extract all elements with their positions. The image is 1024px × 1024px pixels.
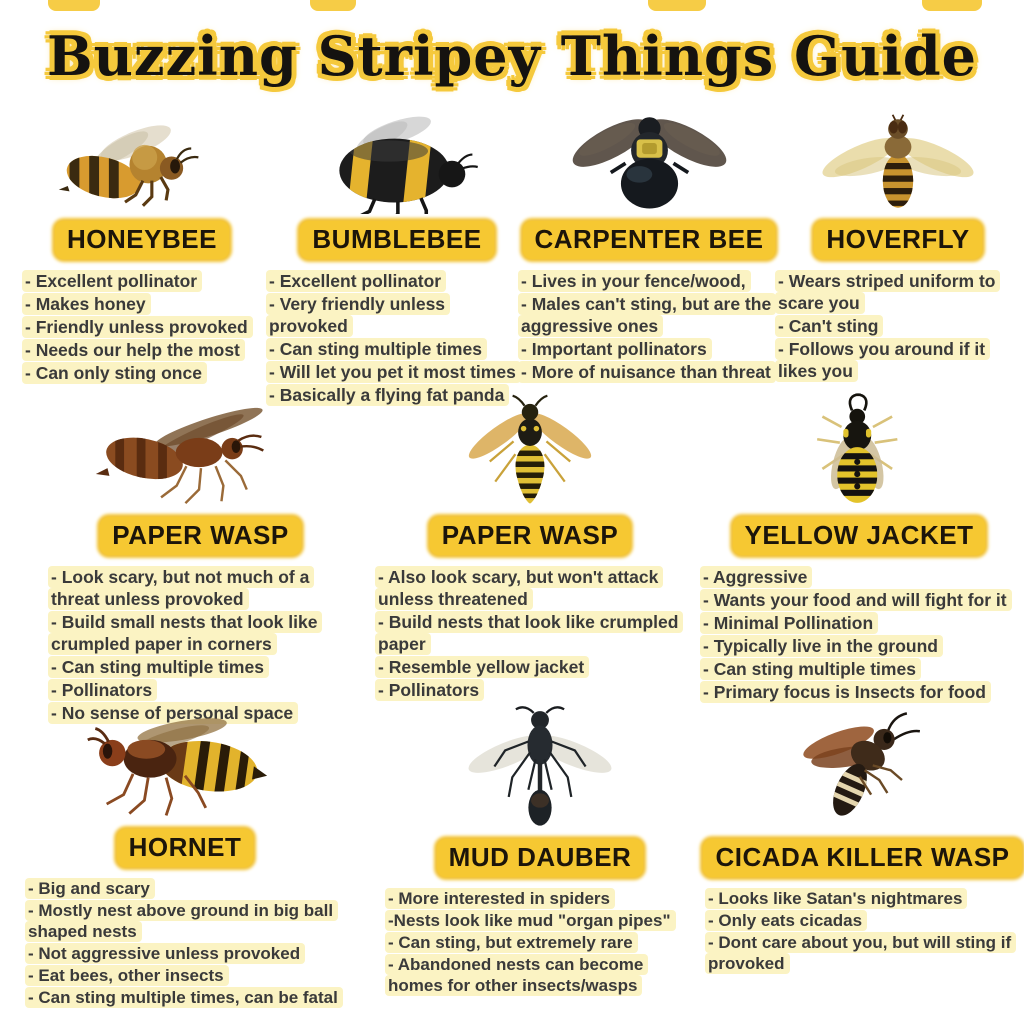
- honeybee-bullets: [22, 270, 262, 385]
- top-highlight-fragment: [648, 0, 706, 11]
- yellow-jacket-section: [700, 390, 1018, 704]
- bullet-line: - Resemble yellow jacket: [375, 656, 685, 678]
- bullet-line: - Looks like Satan's nightmares: [705, 888, 1020, 909]
- bullet-line: - Needs our help the most: [22, 339, 262, 361]
- cicada-killer-wasp-bullets: [705, 888, 1020, 975]
- carpenter-bee-title: CARPENTER BEE: [523, 221, 776, 259]
- mud-dauber-illustration: [464, 702, 616, 832]
- yellow-jacket-image: [700, 390, 1018, 510]
- bullet-line: - Very friendly unless provoked: [266, 293, 528, 337]
- bullet-line: - More of nuisance than threat: [518, 361, 780, 383]
- page-title: Buzzing Stripey Things Guide: [47, 24, 977, 88]
- carpenter-bee-image: [518, 106, 780, 214]
- paper-wasp-top-title: PAPER WASP: [430, 517, 630, 555]
- paper-wasp-top-illustration: [466, 392, 594, 510]
- bullet-line: - Can sting multiple times, can be fatal: [25, 987, 345, 1008]
- hornet-illustration: [72, 704, 298, 822]
- bullet-line: - Not aggressive unless provoked: [25, 943, 345, 964]
- honeybee-section: [22, 112, 262, 385]
- bullet-line: - Can only sting once: [22, 362, 262, 384]
- paper-wasp-side-image: [48, 392, 353, 510]
- bullet-line: - Primary focus is Insects for food: [700, 681, 1018, 703]
- bullet-line: - Basically a flying fat panda: [266, 384, 528, 406]
- bullet-line: - Can sting, but extremely rare: [385, 932, 695, 953]
- bullet-line: - Look scary, but not much of a threat unless provoked: [48, 566, 353, 610]
- hornet-bullets: [25, 878, 345, 1009]
- paper-wasp-top-image: [375, 390, 685, 510]
- bumblebee-title: BUMBLEBEE: [300, 221, 493, 259]
- bullet-line: -Nests look like mud "organ pipes": [385, 910, 695, 931]
- cicada-killer-wasp-title: CICADA KILLER WASP: [703, 839, 1021, 877]
- bullet-line: - Build nests that look like crumpled paper: [375, 611, 685, 655]
- bullet-line: - Follows you around if it likes you: [775, 338, 1021, 382]
- bullet-line: - Build small nests that look like crumpled paper in corners: [48, 611, 353, 655]
- honeybee-image: [22, 112, 262, 214]
- bullet-line: - Lives in your fence/wood,: [518, 270, 780, 292]
- bumblebee-section: [266, 110, 528, 407]
- cicada-killer-wasp-image: [705, 700, 1020, 832]
- bullet-line: - Excellent pollinator: [22, 270, 262, 292]
- bullet-line: - Big and scary: [25, 878, 345, 899]
- bullet-line: - Pollinators: [375, 679, 685, 701]
- mud-dauber-image: [385, 700, 695, 832]
- yellow-jacket-bullets: [700, 566, 1018, 704]
- hoverfly-title: HOVERFLY: [814, 221, 981, 259]
- mud-dauber-bullets: [385, 888, 695, 997]
- hoverfly-illustration: [822, 112, 974, 214]
- hoverfly-image: [775, 106, 1021, 214]
- carpenter-bee-section: [518, 106, 780, 384]
- bullet-line: - Can sting multiple times: [266, 338, 528, 360]
- bumblebee-illustration: [308, 112, 486, 214]
- bullet-line: - Important pollinators: [518, 338, 780, 360]
- hoverfly-section: [775, 106, 1021, 383]
- honeybee-illustration: [57, 116, 227, 214]
- hornet-image: [25, 700, 345, 822]
- honeybee-title: HONEYBEE: [55, 221, 229, 259]
- bullet-line: - Friendly unless provoked: [22, 316, 262, 338]
- bullet-line: - Excellent pollinator: [266, 270, 528, 292]
- bullet-line: - Abandoned nests can become homes for other insects/wasps: [385, 954, 695, 996]
- mud-dauber-section: [385, 700, 695, 997]
- hornet-title: HORNET: [117, 829, 254, 867]
- bullet-line: - Eat bees, other insects: [25, 965, 345, 986]
- bullet-line: - Can sting multiple times: [700, 658, 1018, 680]
- bullet-line: - No sense of personal space: [48, 702, 353, 724]
- bumblebee-bullets: [266, 270, 528, 407]
- paper-wasp-side-illustration: [92, 398, 310, 510]
- top-highlight-fragment: [48, 0, 100, 11]
- bullet-line: - Mostly nest above ground in big ball shaped nests: [25, 900, 345, 942]
- yellow-jacket-illustration: [798, 392, 920, 510]
- bullet-line: - Dont care about you, but will sting if provoked: [705, 932, 1020, 974]
- paper-wasp-side-section: [48, 392, 353, 725]
- bullet-line: - Pollinators: [48, 679, 353, 701]
- bullet-line: - Wears striped uniform to scare you: [775, 270, 1021, 314]
- bullet-line: - Can't sting: [775, 315, 1021, 337]
- bullet-line: - Aggressive: [700, 566, 1018, 588]
- carpenter-bee-illustration: [562, 108, 737, 214]
- yellow-jacket-title: YELLOW JACKET: [733, 517, 986, 555]
- cicada-killer-wasp-section: [705, 700, 1020, 975]
- bullet-line: - Will let you pet it most times: [266, 361, 528, 383]
- bullet-line: - Also look scary, but won't attack unless threatened: [375, 566, 685, 610]
- bullet-line: - More interested in spiders: [385, 888, 695, 909]
- bullet-line: - Only eats cicadas: [705, 910, 1020, 931]
- top-highlight-fragment: [310, 0, 356, 11]
- paper-wasp-top-section: [375, 390, 685, 702]
- carpenter-bee-bullets: [518, 270, 780, 384]
- paper-wasp-side-title: PAPER WASP: [100, 517, 300, 555]
- mud-dauber-title: MUD DAUBER: [437, 839, 644, 877]
- bumblebee-image: [266, 110, 528, 214]
- bullet-line: - Minimal Pollination: [700, 612, 1018, 634]
- hoverfly-bullets: [775, 270, 1021, 383]
- top-highlight-fragment: [922, 0, 982, 11]
- cicada-killer-wasp-illustration: [782, 702, 944, 832]
- bullet-line: - Males can't sting, but are the aggressive ones: [518, 293, 780, 337]
- hornet-section: [25, 700, 345, 1009]
- bullet-line: - Typically live in the ground: [700, 635, 1018, 657]
- bullet-line: - Makes honey: [22, 293, 262, 315]
- paper-wasp-top-bullets: [375, 566, 685, 702]
- bullet-line: - Can sting multiple times: [48, 656, 353, 678]
- bullet-line: - Wants your food and will fight for it: [700, 589, 1018, 611]
